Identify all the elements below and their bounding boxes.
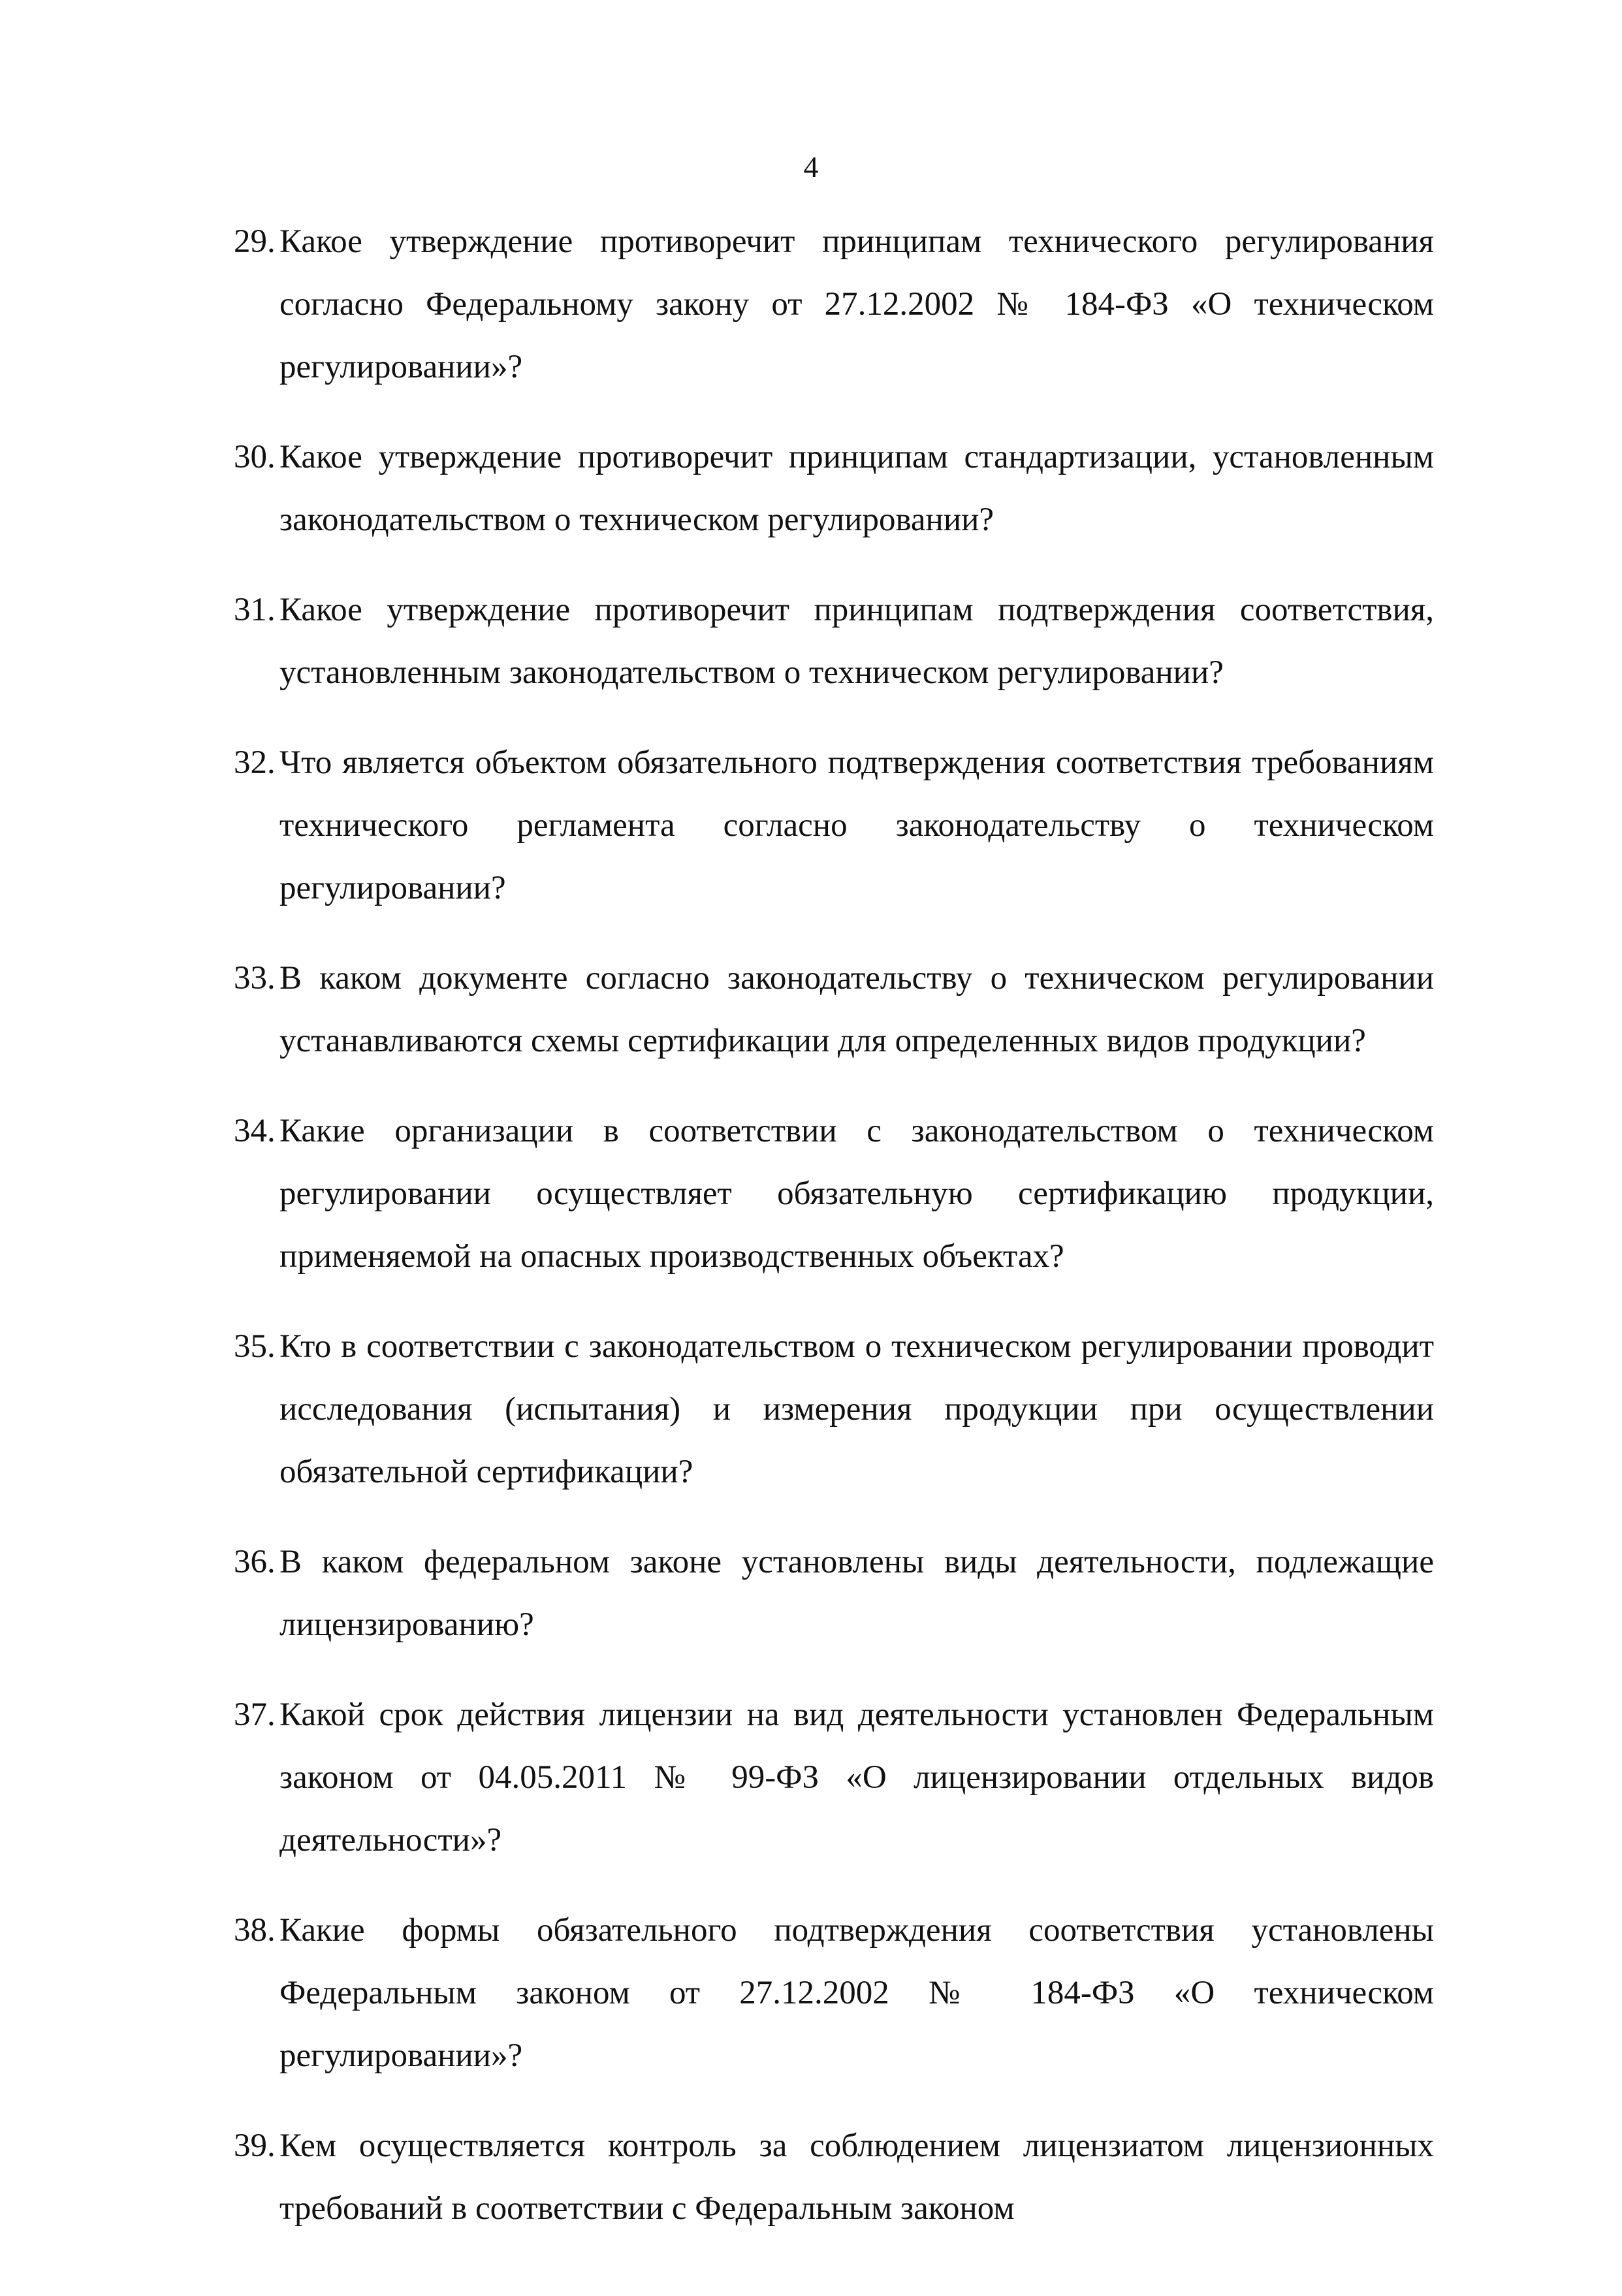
- question-number: 29.: [234, 223, 276, 260]
- question-text: В каком документе согласно законодательству о техническом регулировании устанавливаются схемы сертификации для определенных видов продукции?: [279, 960, 1434, 1059]
- question-item: [234, 1315, 1434, 1503]
- question-number: 35.: [234, 1328, 276, 1365]
- question-text: В каком федеральном законе установлены виды деятельности, подлежащие лицензированию?: [279, 1544, 1434, 1643]
- question-item: [234, 1531, 1434, 1656]
- question-text: Кто в соответствии с законодательством о техническом регулировании проводит исследования (испытания) и измерения продукции при осуществлении обязательной сертификации?: [279, 1328, 1434, 1490]
- question-text: Кем осуществляется контроль за соблюдением лицензиатом лицензионных требований в соответствии с Федеральным законом: [279, 2128, 1434, 2227]
- question-text: Какие организации в соответствии с законодательством о техническом регулировании осуществляет обязательную сертификацию продукции, применяемой на опасных производственных объектах?: [279, 1113, 1434, 1275]
- question-item: [234, 210, 1434, 398]
- question-number: 36.: [234, 1544, 276, 1580]
- question-text: Какое утверждение противоречит принципам стандартизации, установленным законодательством о техническом регулировании?: [279, 439, 1434, 538]
- question-item: [234, 426, 1434, 551]
- question-number: 32.: [234, 744, 276, 781]
- question-number: 38.: [234, 1912, 276, 1949]
- question-number: 30.: [234, 439, 276, 475]
- question-number: 31.: [234, 592, 276, 628]
- question-number: 39.: [234, 2128, 276, 2164]
- question-text: Какие формы обязательного подтверждения соответствия установлены Федеральным законом от 27.12.2002 № 184-ФЗ «О техническом регулировании»?: [279, 1912, 1434, 2074]
- question-item: [234, 1899, 1434, 2087]
- question-item: [234, 579, 1434, 704]
- question-text: Какое утверждение противоречит принципам подтверждения соответствия, установленным законодательством о техническом регулировании?: [279, 592, 1434, 691]
- question-number: 37.: [234, 1697, 276, 1733]
- question-text: Что является объектом обязательного подтверждения соответствия требованиям технического регламента согласно законодательству о техническом регулировании?: [279, 744, 1434, 906]
- question-number: 34.: [234, 1113, 276, 1149]
- question-number: 33.: [234, 960, 276, 997]
- question-item: [234, 731, 1434, 919]
- question-text: Какое утверждение противоречит принципам технического регулирования согласно Федеральному закону от 27.12.2002 № 184-ФЗ «О техническом регулировании»?: [279, 223, 1434, 385]
- page-number: 4: [803, 150, 819, 183]
- question-item: [234, 1683, 1434, 1872]
- question-item: [234, 947, 1434, 1072]
- question-item: [234, 2114, 1434, 2240]
- question-text: Какой срок действия лицензии на вид деятельности установлен Федеральным законом от 04.05.2011 № 99-ФЗ «О лицензировании отдельных видов деятельности»?: [279, 1697, 1434, 1858]
- question-list: [234, 210, 1434, 2267]
- question-item: [234, 1100, 1434, 1288]
